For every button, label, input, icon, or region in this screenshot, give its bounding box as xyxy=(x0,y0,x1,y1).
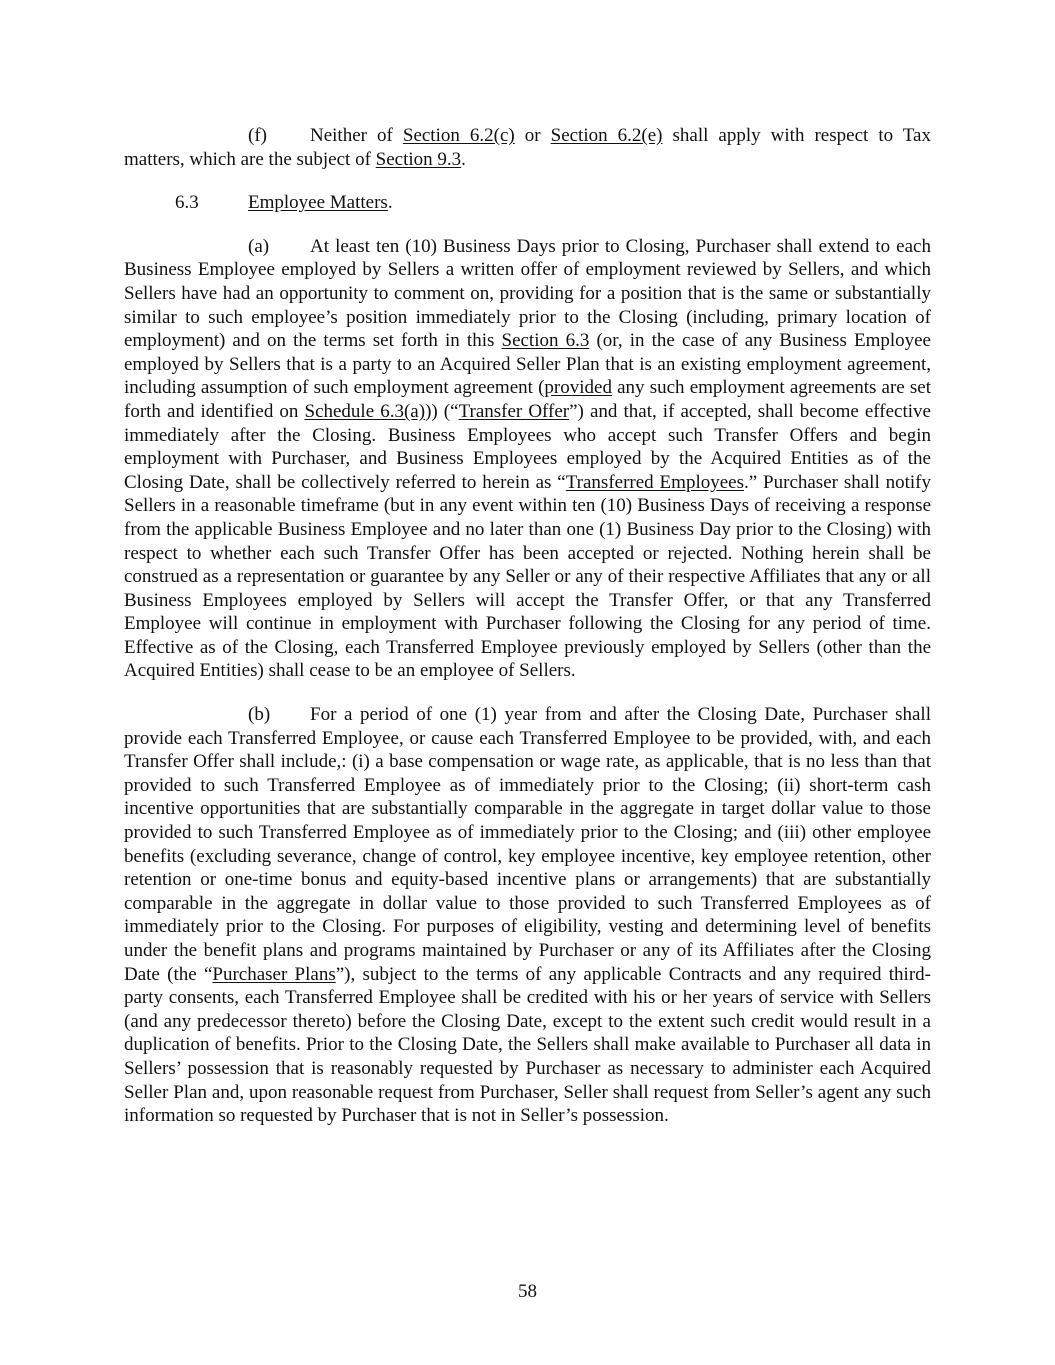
page-number: 58 xyxy=(518,1281,537,1302)
clause-text: ”), subject to the terms of any applicable Contracts and any required third-party consents, each Transferred Employee shall be credited with his or her years of service with Sellers (and any predecessor thereto) before the Closing Date, except to the extent such credit would result in a duplication of benefits. Prior to the Closing Date, the Sellers shall make available to Purchaser all data in Sellers’ possession that is reasonably requested by Purchaser as necessary to administer each Acquired Seller Plan and, upon reasonable request from Purchaser, Seller shall request from Seller’s agent any such information so requested by Purchaser that is not in Seller’s possession. xyxy=(124,963,931,1127)
paragraph-6-2-f xyxy=(124,124,931,171)
clause-text: Neither of xyxy=(310,125,403,146)
defined-term-purchaser-plans: Purchaser Plans xyxy=(212,963,336,985)
paragraph-6-3-a xyxy=(124,235,931,683)
clause-text: )) (“ xyxy=(425,400,459,422)
clause-text: any such employment agreements are set forth and identified on xyxy=(124,377,931,422)
defined-term-provided: provided xyxy=(544,377,612,399)
cross-reference-section-9-3[interactable]: Section 9.3 xyxy=(375,148,462,170)
clause-text: (or, in the case of any Business Employee employed by Sellers that is a party to an Acquired Seller Plan that is an existing employment agreement, including assumption of such employment agreement ( xyxy=(124,330,931,399)
clause-text: or xyxy=(514,125,551,146)
clause-text: For a period of one (1) year from and after the Closing Date, Purchaser shall provide each Transferred Employee, or cause each Transferred Employee to be provided, with, and each Transfer Offer shall include,: (i) a base compensation or wage rate, as applicable, that is no less than that provided to such Transferred Employee as of immediately prior to the Closing; (ii) short-term cash incentive opportunities that are substantially comparable in the aggregate in target dollar value to those provided to such Transferred Employee as of immediately prior to the Closing; and (iii) other employee benefits (excluding severance, change of control, key employee incentive, key employee retention, other retention or one-time bonus and equity-based incentive plans or arrangements) that are substantially comparable in the aggregate in dollar value to those provided to such Transferred Employees as of immediately prior to the Closing. For purposes of eligibility, vesting and determining level of benefits under the benefit plans and programs maintained by Purchaser or any of its Affiliates after the Closing Date (the “ xyxy=(124,704,931,985)
section-number: 6.3 xyxy=(175,192,199,214)
defined-term-transfer-offer: Transfer Offer xyxy=(458,400,570,422)
section-heading-6-3 xyxy=(124,191,931,215)
cross-reference-section-6-2-e[interactable]: Section 6.2(e) xyxy=(550,125,663,146)
clause-text: . xyxy=(461,148,466,170)
section-title: Employee Matters xyxy=(248,192,388,214)
clause-text: At least ten (10) Business Days prior to Closing, Purchaser shall extend to each Business Employee employed by Sellers a written offer of employment reviewed by Sellers, and which Sellers have had an opportunity to comment on, providing for a position that is the same or substantially similar to such employee’s position immediately prior to the Closing (including, primary location of employment) and on the terms set forth in this xyxy=(124,235,931,352)
section-title-suffix: . xyxy=(387,192,393,214)
clause-text: ”) and that, if accepted, shall become effective immediately after the Closing. Business Employees who accept such Transfer Offers and begin employment with Purchaser, and Business Employees employed by the Acquired Entities as of the Closing Date, shall be collectively referred to herein as “ xyxy=(124,400,931,493)
cross-reference-schedule-6-3-a[interactable]: Schedule 6.3(a) xyxy=(304,400,426,422)
cross-reference-section-6-3[interactable]: Section 6.3 xyxy=(501,330,590,352)
cross-reference-section-6-2-c[interactable]: Section 6.2(c) xyxy=(402,125,515,146)
clause-text: shall apply with respect to Tax matters, which are the subject of xyxy=(124,125,931,170)
document-page xyxy=(124,124,931,1128)
paragraph-6-3-b xyxy=(124,703,931,1128)
clause-label-f: (f) xyxy=(248,125,267,146)
clause-label-b: (b) xyxy=(248,704,271,726)
clause-label-a: (a) xyxy=(248,235,270,257)
clause-text: .” Purchaser shall notify Sellers in a reasonable timeframe (but in any event within ten (10) Business Days of receiving a response from the applicable Business Employee and no later than one (1) Business Day prior to the Closing) with respect to whether each such Transfer Offer has been accepted or rejected. Nothing herein shall be construed as a representation or guarantee by any Seller or any of their respective Affiliates that any or all Business Employees employed by Sellers will accept the Transfer Offer, or that any Transferred Employee will continue in employment with Purchaser following the Closing for any period of time. Effective as of the Closing, each Transferred Employee previously employed by Sellers (other than the Acquired Entities) shall cease to be an employee of Sellers. xyxy=(124,471,931,682)
defined-term-transferred-employees: Transferred Employees xyxy=(565,471,744,493)
